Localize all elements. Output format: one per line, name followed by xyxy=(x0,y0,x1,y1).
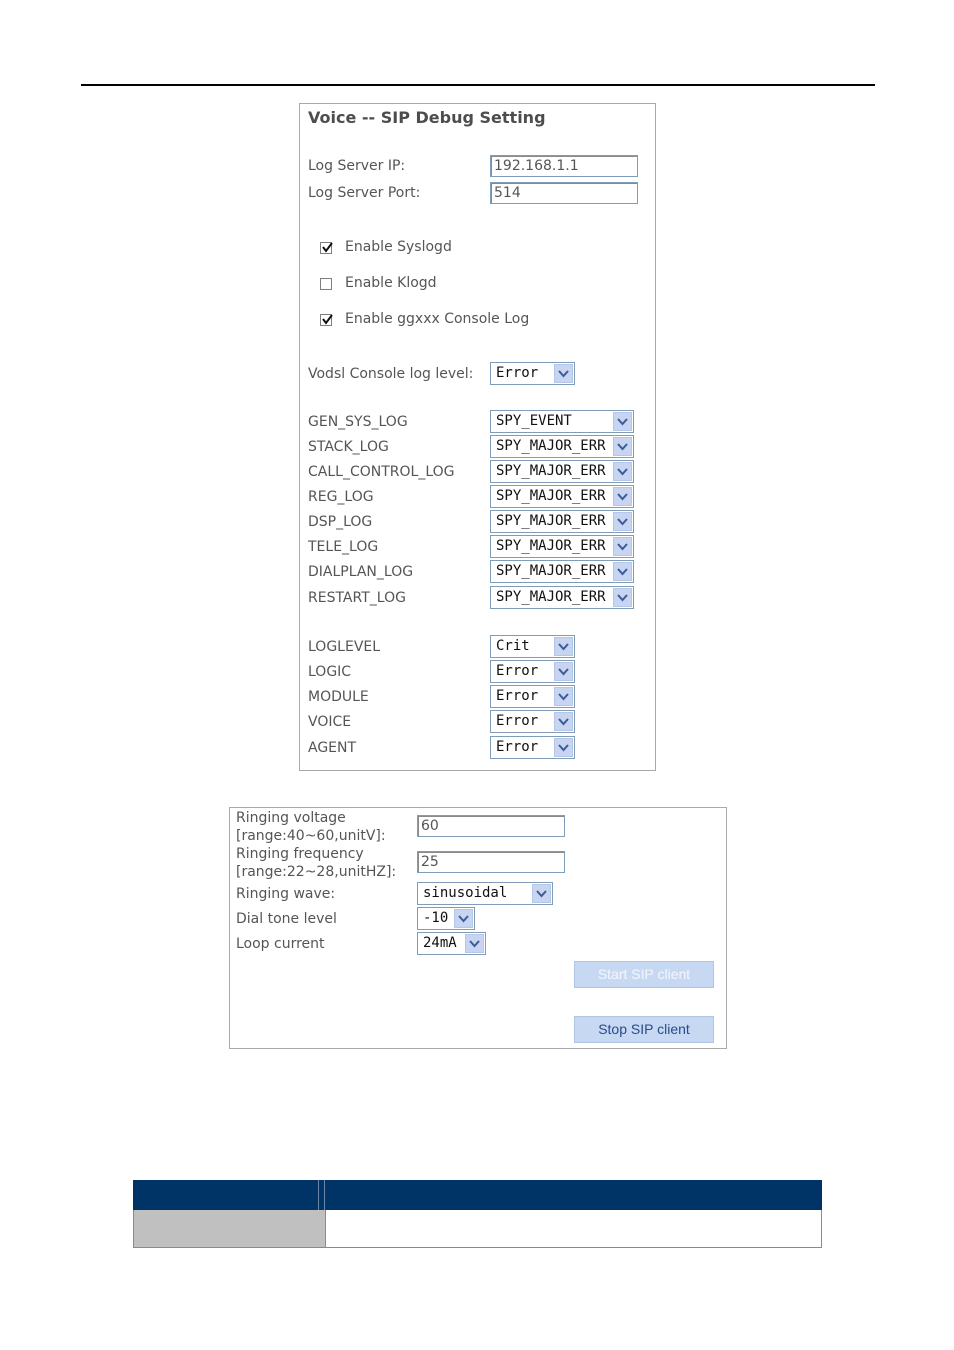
enable-syslogd-label: Enable Syslogd xyxy=(345,239,452,255)
ringing-wave-select[interactable] xyxy=(417,882,553,905)
select-value: SPY_MAJOR_ERR xyxy=(496,589,606,605)
chevron-down-icon[interactable] xyxy=(613,537,632,556)
module-label: MODULE xyxy=(308,689,369,705)
select-value: Error xyxy=(496,688,539,704)
gen-sys-log-select[interactable] xyxy=(490,410,634,433)
ringing-voltage-range-label: [range:40~60,unitV]: xyxy=(236,828,386,844)
table-header-divider xyxy=(318,1180,319,1210)
check-icon xyxy=(321,242,333,254)
chevron-down-icon[interactable] xyxy=(613,437,632,456)
select-value: Error xyxy=(496,739,539,755)
dsp-log-label: DSP_LOG xyxy=(308,514,373,530)
chevron-down-icon[interactable] xyxy=(465,934,484,953)
page-title: Voice -- SIP Debug Setting xyxy=(308,108,546,127)
start-sip-client-button[interactable]: Start SIP client xyxy=(574,961,714,988)
module-select[interactable] xyxy=(490,685,575,708)
restart-log-select[interactable] xyxy=(490,586,634,609)
loglevel-label: LOGLEVEL xyxy=(308,639,381,655)
log-server-port-input[interactable]: 514 xyxy=(490,182,638,204)
chevron-down-icon[interactable] xyxy=(613,512,632,531)
table-cell-first xyxy=(134,1210,326,1247)
tele-log-select[interactable] xyxy=(490,535,634,558)
ringing-settings-panel xyxy=(229,807,727,1049)
chevron-down-icon[interactable] xyxy=(554,637,573,656)
log-server-port-label: Log Server Port: xyxy=(308,185,421,201)
stack-log-select[interactable] xyxy=(490,435,634,458)
select-value: Crit xyxy=(496,638,530,654)
enable-console-log-checkbox[interactable] xyxy=(320,314,332,326)
agent-select[interactable] xyxy=(490,736,575,759)
ringing-frequency-range-label: [range:22~28,unitHZ]: xyxy=(236,864,397,880)
select-value: SPY_MAJOR_ERR xyxy=(496,563,606,579)
chevron-down-icon[interactable] xyxy=(454,909,473,928)
select-value: sinusoidal xyxy=(423,885,508,901)
logic-label: LOGIC xyxy=(308,664,352,680)
select-value: Error xyxy=(496,663,539,679)
dsp-log-select[interactable] xyxy=(490,510,634,533)
select-value: SPY_EVENT xyxy=(496,413,572,429)
loop-current-label: Loop current xyxy=(236,936,325,952)
enable-syslogd-checkbox[interactable] xyxy=(320,242,332,254)
ringing-frequency-label: Ringing frequency xyxy=(236,846,364,862)
voice-label: VOICE xyxy=(308,714,352,730)
chevron-down-icon[interactable] xyxy=(532,884,551,903)
select-value: Error xyxy=(496,365,539,381)
tele-log-label: TELE_LOG xyxy=(308,539,379,555)
table-row xyxy=(133,1210,822,1248)
select-value: SPY_MAJOR_ERR xyxy=(496,438,606,454)
table-header-divider xyxy=(324,1180,325,1210)
ringing-voltage-input[interactable]: 60 xyxy=(417,815,565,837)
check-icon xyxy=(321,314,333,326)
call-control-log-label: CALL_CONTROL_LOG xyxy=(308,464,455,480)
dialplan-log-label: DIALPLAN_LOG xyxy=(308,564,414,580)
ringing-wave-label: Ringing wave: xyxy=(236,886,336,902)
chevron-down-icon[interactable] xyxy=(554,738,573,757)
chevron-down-icon[interactable] xyxy=(613,487,632,506)
enable-console-log-label: Enable ggxxx Console Log xyxy=(345,311,530,327)
ringing-frequency-input[interactable]: 25 xyxy=(417,851,565,873)
select-value: SPY_MAJOR_ERR xyxy=(496,488,606,504)
select-value: -10 xyxy=(423,910,449,926)
call-control-log-select[interactable] xyxy=(490,460,634,483)
stop-sip-client-button[interactable]: Stop SIP client xyxy=(574,1016,714,1043)
select-value: SPY_MAJOR_ERR xyxy=(496,463,606,479)
chevron-down-icon[interactable] xyxy=(554,364,573,383)
dialplan-log-select[interactable] xyxy=(490,560,634,583)
dial-tone-level-select[interactable] xyxy=(417,907,475,930)
agent-label: AGENT xyxy=(308,740,357,756)
select-value: Error xyxy=(496,713,539,729)
ringing-voltage-label: Ringing voltage xyxy=(236,810,346,826)
gen-sys-log-label: GEN_SYS_LOG xyxy=(308,414,408,430)
chevron-down-icon[interactable] xyxy=(613,462,632,481)
loop-current-select[interactable] xyxy=(417,932,486,955)
select-value: 24mA xyxy=(423,935,457,951)
select-value: SPY_MAJOR_ERR xyxy=(496,538,606,554)
chevron-down-icon[interactable] xyxy=(613,412,632,431)
vodsl-console-level-label: Vodsl Console log level: xyxy=(308,366,474,382)
reg-log-label: REG_LOG xyxy=(308,489,374,505)
logic-select[interactable] xyxy=(490,660,575,683)
page-header-rule xyxy=(81,84,875,86)
chevron-down-icon[interactable] xyxy=(613,562,632,581)
sip-debug-panel xyxy=(299,103,656,771)
log-server-ip-label: Log Server IP: xyxy=(308,158,406,174)
chevron-down-icon[interactable] xyxy=(554,662,573,681)
voice-select[interactable] xyxy=(490,710,575,733)
restart-log-label: RESTART_LOG xyxy=(308,590,406,606)
vodsl-console-level-select[interactable] xyxy=(490,362,575,385)
enable-klogd-checkbox[interactable] xyxy=(320,278,332,290)
chevron-down-icon[interactable] xyxy=(554,687,573,706)
reg-log-select[interactable] xyxy=(490,485,634,508)
select-value: SPY_MAJOR_ERR xyxy=(496,513,606,529)
chevron-down-icon[interactable] xyxy=(554,712,573,731)
chevron-down-icon[interactable] xyxy=(613,588,632,607)
loglevel-select[interactable] xyxy=(490,635,575,658)
dial-tone-level-label: Dial tone level xyxy=(236,911,337,927)
enable-klogd-label: Enable Klogd xyxy=(345,275,437,291)
log-server-ip-input[interactable]: 192.168.1.1 xyxy=(490,155,638,177)
table-header xyxy=(133,1180,822,1210)
stack-log-label: STACK_LOG xyxy=(308,439,389,455)
